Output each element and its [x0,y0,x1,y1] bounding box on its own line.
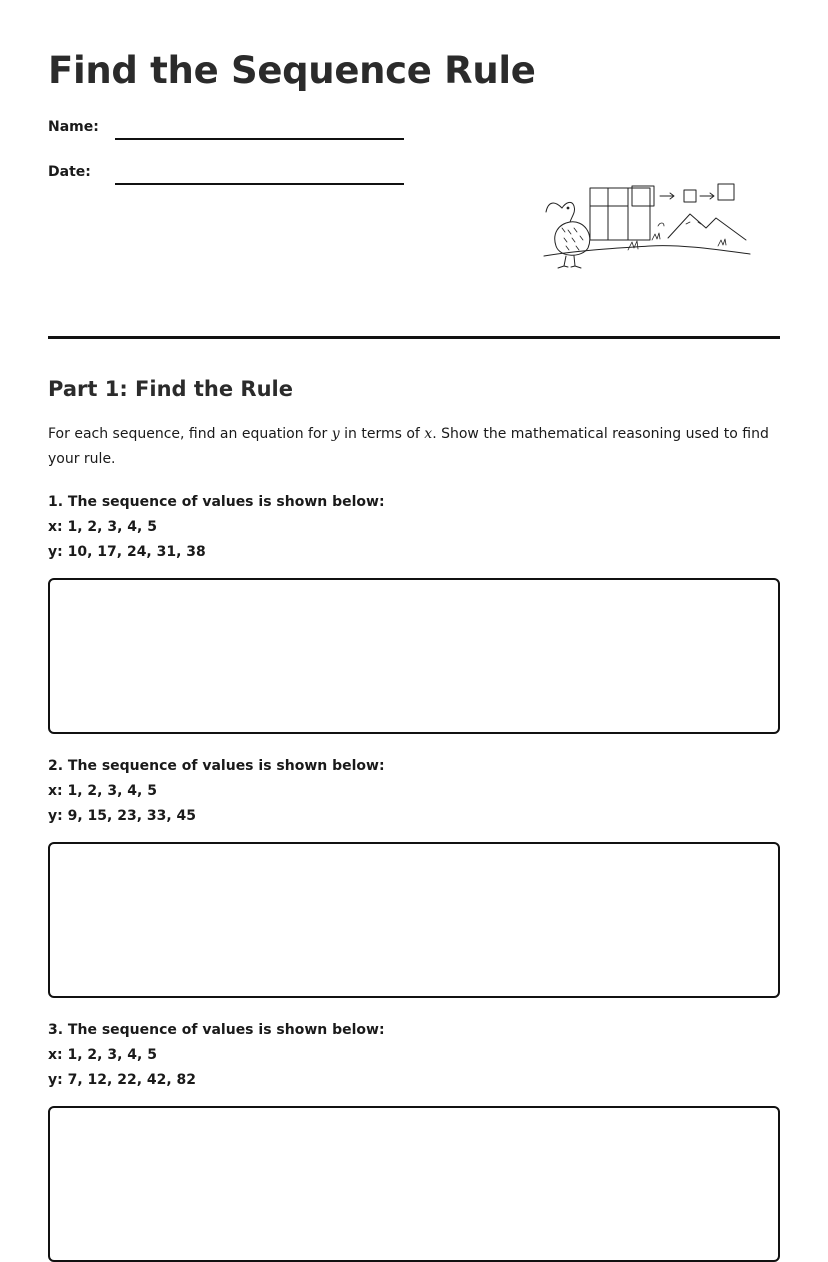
instruction-text-1: For each sequence, find an equation for [48,426,332,442]
question-3 [48,1018,780,1093]
question-y-values: y: 7, 12, 22, 42, 82 [48,1072,197,1088]
answer-box-2[interactable] [48,842,780,998]
name-label: Name: [48,119,99,135]
name-field[interactable] [48,117,408,141]
question-x-values: x: 1, 2, 3, 4, 5 [48,519,157,535]
question-1 [48,490,780,565]
answer-box-1[interactable] [48,578,780,734]
part1-heading: Part 1: Find the Rule [48,377,293,401]
question-x-values: x: 1, 2, 3, 4, 5 [48,1047,157,1063]
question-prompt: 1. The sequence of values is shown below: [48,494,385,510]
date-input-line[interactable] [115,183,404,185]
section-divider [48,336,780,339]
question-y-values: y: 9, 15, 23, 33, 45 [48,808,197,824]
date-label: Date: [48,164,91,180]
question-prompt: 2. The sequence of values is shown below: [48,758,385,774]
answer-box-3[interactable] [48,1106,780,1262]
instruction-text-3: . Show the mathematical reasoning used to find your rule. [48,426,769,467]
instruction-text-2: in terms of [339,426,425,442]
variable-y: y [331,426,340,442]
page-title: Find the Sequence Rule [48,49,536,92]
part1-instructions [48,422,780,472]
question-2 [48,754,780,829]
question-y-values: y: 10, 17, 24, 31, 38 [48,544,206,560]
question-x-values: x: 1, 2, 3, 4, 5 [48,783,157,799]
bird-blocks-mountains-illustration [540,178,752,272]
date-field[interactable] [48,162,408,186]
variable-x: x [424,426,433,442]
question-prompt: 3. The sequence of values is shown below: [48,1022,385,1038]
name-input-line[interactable] [115,138,404,140]
